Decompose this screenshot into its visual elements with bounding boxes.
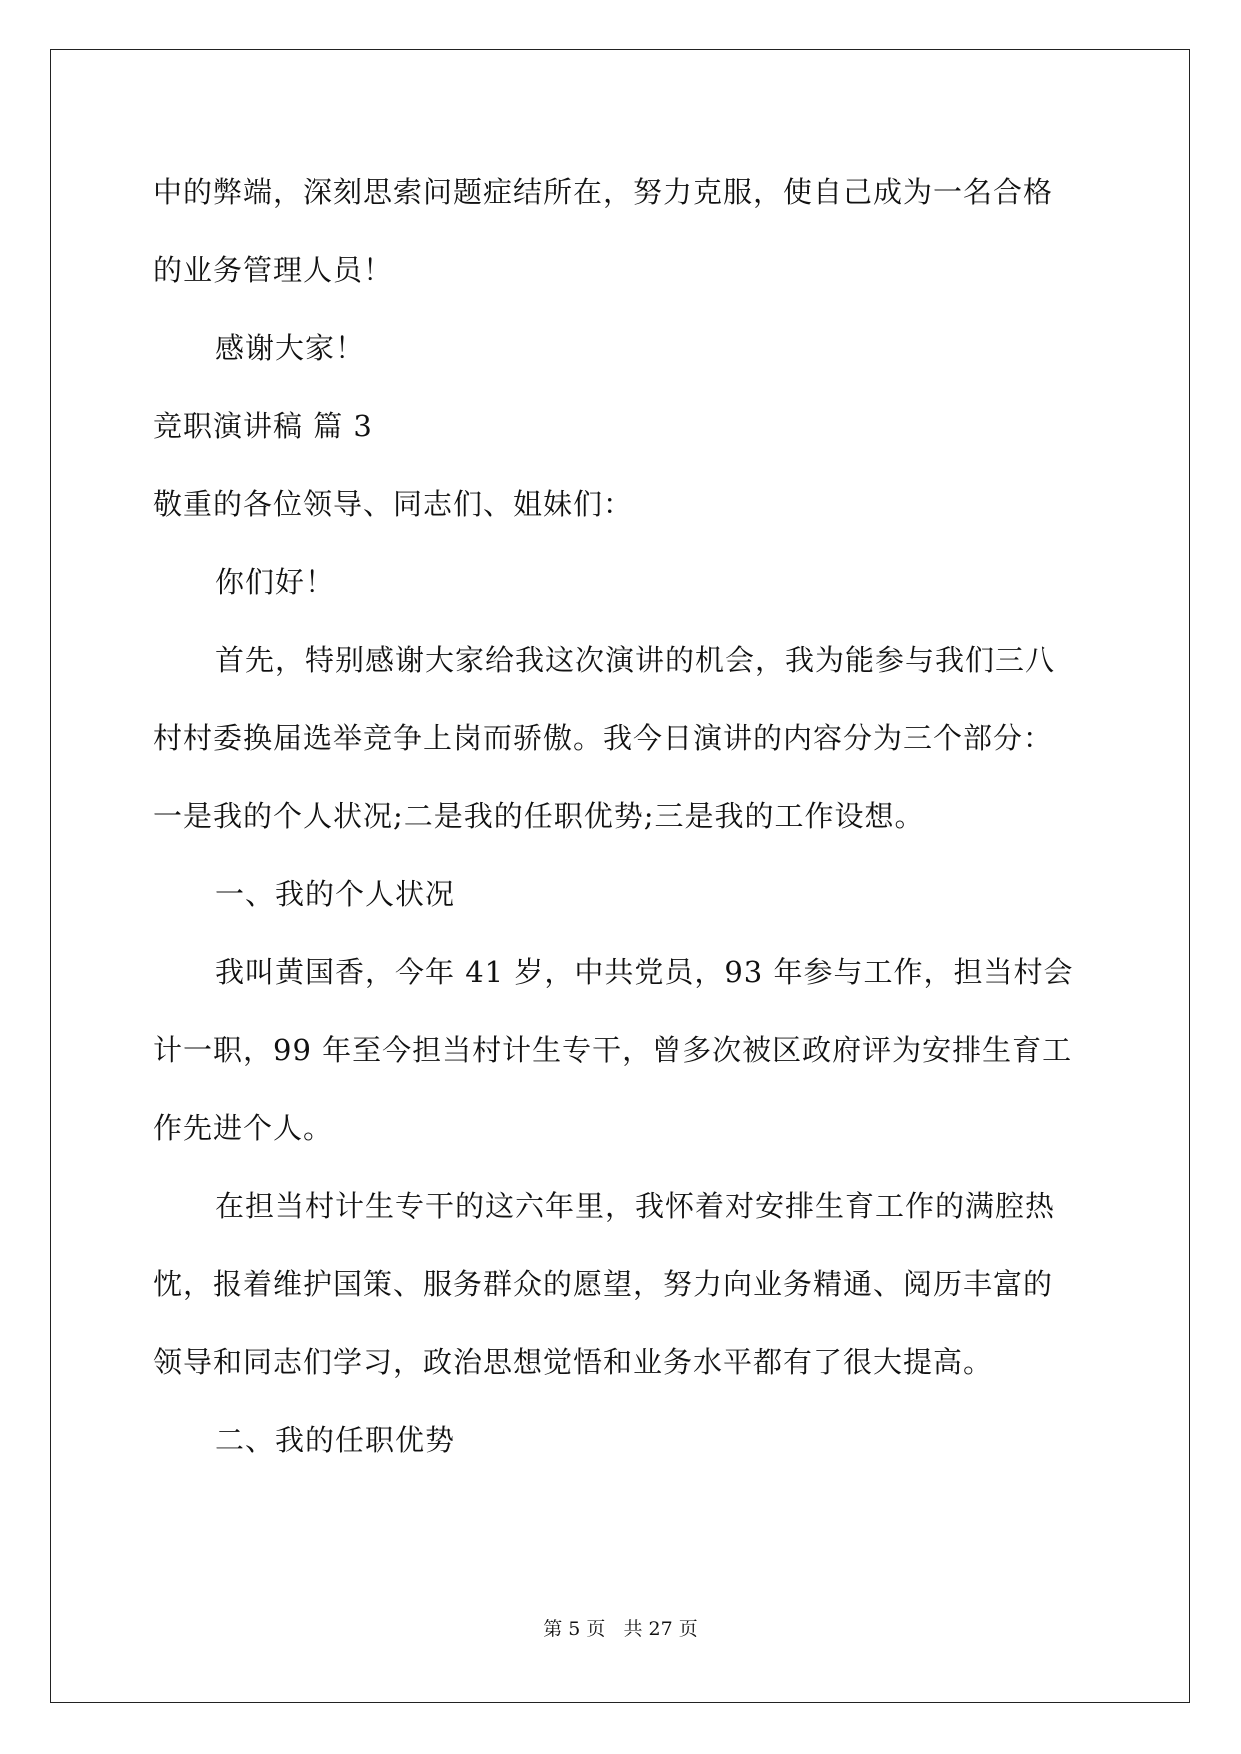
body-line: 我叫黄国香，今年 41 岁，中共党员，93 年参与工作，担当村会	[215, 955, 1074, 989]
page-footer: 第 5 页 共 27 页	[543, 1618, 698, 1640]
subheading: 一、我的个人状况	[215, 877, 456, 911]
body-line: 感谢大家！	[215, 331, 366, 365]
body-line: 作先进个人。	[153, 1111, 334, 1145]
section-title: 竞职演讲稿 篇 3	[153, 409, 373, 443]
body-line: 中的弊端，深刻思索问题症结所在，努力克服，使自己成为一名合格	[153, 175, 1054, 209]
body-line: 领导和同志们学习，政治思想觉悟和业务水平都有了很大提高。	[153, 1345, 994, 1379]
body-line: 一是我的个人状况;二是我的任职优势;三是我的工作设想。	[153, 799, 925, 833]
body-line: 在担当村计生专干的这六年里，我怀着对安排生育工作的满腔热	[215, 1189, 1056, 1223]
salutation: 敬重的各位领导、同志们、姐妹们：	[153, 487, 634, 521]
body-line: 的业务管理人员！	[153, 253, 394, 287]
body-line: 村村委换届选举竞争上岗而骄傲。我今日演讲的内容分为三个部分：	[153, 721, 1054, 755]
greeting: 你们好！	[215, 565, 336, 599]
body-line: 计一职，99 年至今担当村计生专干，曾多次被区政府评为安排生育工	[153, 1033, 1073, 1067]
body-line: 首先，特别感谢大家给我这次演讲的机会，我为能参与我们三八	[215, 643, 1056, 677]
body-line: 忱，报着维护国策、服务群众的愿望，努力向业务精通、阅历丰富的	[153, 1267, 1054, 1301]
subheading: 二、我的任职优势	[215, 1423, 456, 1457]
